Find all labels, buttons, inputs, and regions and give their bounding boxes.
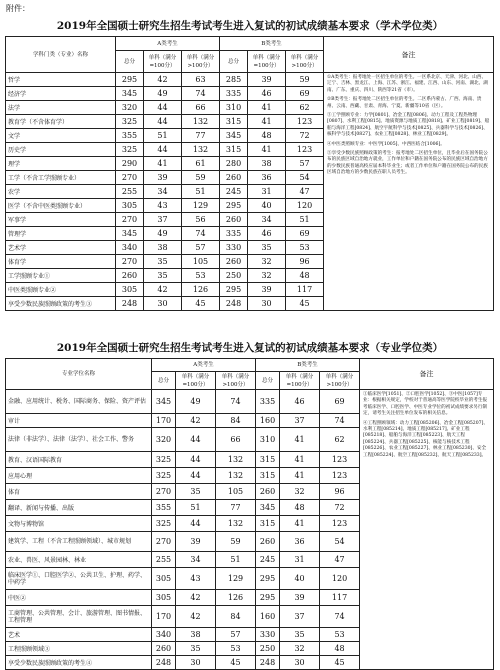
score-cell: 32 — [280, 484, 320, 500]
category-name: 军事学 — [6, 213, 116, 227]
score-cell: 310 — [220, 101, 248, 115]
category-name: 应用心理 — [6, 468, 152, 484]
score-cell: 305 — [116, 283, 144, 297]
score-cell: 315 — [220, 115, 248, 129]
score-cell: 31 — [248, 185, 286, 199]
header-single-over-100: 单科（满分>100分） — [286, 51, 324, 73]
score-cell: 44 — [144, 101, 182, 115]
category-name: 享受少数民族照顾政策的考生④ — [6, 656, 152, 670]
score-cell: 42 — [176, 606, 216, 628]
score-cell: 170 — [152, 606, 176, 628]
score-cell: 245 — [220, 185, 248, 199]
score-cell: 39 — [144, 171, 182, 185]
score-cell: 32 — [280, 642, 320, 656]
score-cell: 170 — [152, 414, 176, 428]
score-cell: 44 — [144, 115, 182, 129]
score-cell: 315 — [220, 143, 248, 157]
score-cell: 72 — [320, 500, 360, 516]
category-name: 体育 — [6, 484, 152, 500]
score-cell: 34 — [144, 185, 182, 199]
score-cell: 132 — [182, 115, 220, 129]
category-name: 文学 — [6, 129, 116, 143]
score-cell: 45 — [286, 297, 324, 311]
score-cell: 46 — [248, 87, 286, 101]
header-zone-b: B类考生 — [256, 359, 360, 372]
score-cell: 42 — [144, 73, 182, 87]
score-cell: 72 — [286, 129, 324, 143]
score-cell: 31 — [280, 552, 320, 568]
score-cell: 270 — [116, 255, 144, 269]
score-cell: 77 — [182, 129, 220, 143]
header-single-100: 单科（满分=100分） — [280, 372, 320, 390]
score-cell: 43 — [176, 568, 216, 590]
score-cell: 260 — [152, 642, 176, 656]
category-name: 审计 — [6, 414, 152, 428]
score-cell: 44 — [144, 143, 182, 157]
score-cell: 54 — [286, 171, 324, 185]
header-category: 专业学位名称 — [6, 359, 152, 390]
score-cell: 53 — [182, 269, 220, 283]
score-cell: 63 — [182, 73, 220, 87]
score-cell: 51 — [286, 213, 324, 227]
note-paragraph: ④中医类照顾专业：中医学[1005]、中西医结合[1006]。 — [327, 141, 445, 147]
score-cell: 345 — [152, 390, 176, 414]
category-name: 艺术 — [6, 628, 152, 642]
category-name: 法律（非法学）、法律（法学）、社会工作、警务 — [6, 428, 152, 452]
score-cell: 123 — [286, 143, 324, 157]
score-cell: 35 — [248, 241, 286, 255]
score-cell: 345 — [116, 87, 144, 101]
score-cell: 32 — [248, 255, 286, 269]
score-cell: 120 — [286, 199, 324, 213]
score-cell: 41 — [248, 101, 286, 115]
score-cell: 74 — [182, 227, 220, 241]
score-cell: 325 — [116, 143, 144, 157]
score-cell: 74 — [182, 87, 220, 101]
score-cell: 335 — [220, 227, 248, 241]
score-cell: 39 — [176, 532, 216, 552]
score-cell: 66 — [216, 428, 256, 452]
score-cell: 320 — [152, 428, 176, 452]
score-cell: 35 — [280, 628, 320, 642]
professional-degree-table — [5, 358, 494, 670]
score-cell: 35 — [176, 484, 216, 500]
header-single-100: 单科（满分=100分） — [248, 51, 286, 73]
score-cell: 250 — [256, 642, 280, 656]
note-paragraph: ①临床医学[1051]、②口腔医学[1052]、③中医[1057]专业：根据相关规定，学校对于普通高等医学院校毕业的考生报考临床医学、口腔医学、中医专业学位的初试成绩要求另行制定，请考生关注招生单位发布的相关信息。 — [363, 392, 488, 417]
score-cell: 129 — [182, 199, 220, 213]
score-cell: 59 — [286, 73, 324, 87]
score-cell: 315 — [256, 452, 280, 468]
score-cell: 48 — [320, 642, 360, 656]
category-name: 哲学 — [6, 73, 116, 87]
header-single-over-100: 单科（满分>100分） — [216, 372, 256, 390]
score-cell: 285 — [220, 73, 248, 87]
note-paragraph: ⑤享受少数民族照顾政策的考生：报考地处二区招生单位，且毕业后在国务院公布的民族区域自治地方就业，工作单位和户籍在国务院公布的民族区域自治地方的少数民族普通高校应届本科毕业生；或者工作单位和户籍在国务院公布的民族区域自治地方的少数民族在职人员考生。 — [327, 151, 488, 176]
score-cell: 36 — [248, 171, 286, 185]
score-cell: 270 — [152, 484, 176, 500]
score-cell: 260 — [256, 532, 280, 552]
score-cell: 123 — [286, 115, 324, 129]
score-cell: 42 — [176, 590, 216, 606]
score-cell: 295 — [116, 73, 144, 87]
category-name: 理学 — [6, 157, 116, 171]
score-cell: 66 — [182, 101, 220, 115]
score-cell: 248 — [256, 656, 280, 670]
table2-body — [6, 390, 494, 670]
category-name: 中医② — [6, 590, 152, 606]
score-cell: 37 — [280, 606, 320, 628]
score-cell: 105 — [182, 255, 220, 269]
notes-cell — [324, 73, 494, 311]
score-cell: 41 — [280, 468, 320, 484]
score-cell: 330 — [220, 241, 248, 255]
score-cell: 84 — [216, 414, 256, 428]
header-single-100: 单科（满分=100分） — [144, 51, 182, 73]
score-cell: 32 — [248, 269, 286, 283]
score-cell: 35 — [176, 642, 216, 656]
score-cell: 295 — [220, 199, 248, 213]
score-cell: 49 — [176, 390, 216, 414]
score-cell: 53 — [320, 628, 360, 642]
score-cell: 51 — [144, 129, 182, 143]
score-cell: 355 — [152, 500, 176, 516]
score-cell: 41 — [280, 452, 320, 468]
score-cell: 41 — [280, 516, 320, 532]
category-name: 管理学 — [6, 227, 116, 241]
score-cell: 59 — [216, 532, 256, 552]
header-zone-a: A类考生 — [152, 359, 256, 372]
score-cell: 126 — [216, 590, 256, 606]
score-cell: 305 — [116, 199, 144, 213]
header-single-over-100: 单科（满分>100分） — [182, 51, 220, 73]
score-cell: 56 — [182, 213, 220, 227]
table-row — [6, 73, 494, 87]
score-cell: 270 — [152, 532, 176, 552]
score-cell: 38 — [248, 157, 286, 171]
score-cell: 248 — [116, 297, 144, 311]
category-name: 金融、应用统计、税务、国际商务、保险、资产评估 — [6, 390, 152, 414]
score-cell: 270 — [116, 171, 144, 185]
header-total: 总分 — [220, 51, 248, 73]
score-cell: 44 — [176, 428, 216, 452]
score-cell: 290 — [116, 157, 144, 171]
score-cell: 126 — [182, 283, 220, 297]
score-cell: 69 — [286, 87, 324, 101]
score-cell: 53 — [286, 241, 324, 255]
category-name: 艺术学 — [6, 241, 116, 255]
score-cell: 39 — [248, 283, 286, 297]
score-cell: 45 — [320, 656, 360, 670]
score-cell: 40 — [248, 199, 286, 213]
notes-cell — [360, 390, 494, 670]
score-cell: 84 — [216, 606, 256, 628]
score-cell: 74 — [320, 606, 360, 628]
score-cell: 48 — [248, 129, 286, 143]
score-cell: 335 — [220, 87, 248, 101]
score-cell: 255 — [152, 552, 176, 568]
score-cell: 45 — [182, 297, 220, 311]
score-cell: 47 — [286, 185, 324, 199]
category-name: 中医类照顾专业② — [6, 283, 116, 297]
category-name: 临床医学①、口腔医学②、公共卫生、护理、药学、中药学 — [6, 568, 152, 590]
score-cell: 49 — [144, 87, 182, 101]
note-paragraph: ①A类考生：报考地处一区招生单位的考生。一区系北京、天津、河北、山西、辽宁、吉林、黑龙江、上海、江苏、浙江、福建、江西、山东、河南、湖北、湖南、广东、重庆、四川、陕西等21省（市）。 — [327, 75, 488, 93]
score-cell: 30 — [280, 656, 320, 670]
header-total: 总分 — [256, 372, 280, 390]
score-cell: 340 — [152, 628, 176, 642]
score-cell: 160 — [256, 606, 280, 628]
score-cell: 44 — [176, 452, 216, 468]
score-cell: 117 — [320, 590, 360, 606]
score-cell: 35 — [144, 255, 182, 269]
score-cell: 320 — [116, 101, 144, 115]
category-name: 工商管理、公共管理、会计、旅游管理、图书情报、工程管理 — [6, 606, 152, 628]
score-cell: 295 — [220, 283, 248, 297]
category-name: 建筑学、工程（不含工程照顾领域）、城市规划 — [6, 532, 152, 552]
score-cell: 255 — [116, 185, 144, 199]
score-cell: 36 — [280, 532, 320, 552]
score-cell: 77 — [216, 500, 256, 516]
note-paragraph: ②B类考生：报考地处二区招生单位的考生。二区系内蒙古、广西、海南、贵州、云南、西藏、甘肃、青海、宁夏、新疆等10省（区）。 — [327, 97, 482, 109]
score-cell: 44 — [176, 516, 216, 532]
score-cell: 295 — [256, 590, 280, 606]
score-cell: 315 — [256, 468, 280, 484]
score-cell: 62 — [286, 101, 324, 115]
score-cell: 132 — [182, 143, 220, 157]
category-name: 农业、兽医、风景园林、林业 — [6, 552, 152, 568]
score-cell: 51 — [182, 185, 220, 199]
header-notes: 备注 — [324, 37, 494, 73]
score-cell: 280 — [220, 157, 248, 171]
score-cell: 305 — [152, 568, 176, 590]
score-cell: 62 — [320, 428, 360, 452]
score-cell: 260 — [220, 255, 248, 269]
score-cell: 37 — [280, 414, 320, 428]
score-cell: 49 — [144, 227, 182, 241]
category-name: 法学 — [6, 101, 116, 115]
header-zone-a: A类考生 — [116, 37, 220, 51]
score-cell: 305 — [152, 590, 176, 606]
header-single-100: 单科（满分=100分） — [176, 372, 216, 390]
score-cell: 105 — [216, 484, 256, 500]
score-cell: 325 — [152, 468, 176, 484]
score-cell: 57 — [286, 157, 324, 171]
score-cell: 160 — [256, 414, 280, 428]
table2-title: 2019年全国硕士研究生招生考试考生进入复试的初试成绩基本要求（专业学位类） — [56, 342, 444, 354]
score-cell: 248 — [152, 656, 176, 670]
score-cell: 59 — [182, 171, 220, 185]
score-cell: 47 — [320, 552, 360, 568]
category-name: 医学（不含中医类照顾专业） — [6, 199, 116, 213]
header-zone-b: B类考生 — [220, 37, 324, 51]
score-cell: 46 — [248, 227, 286, 241]
score-cell: 43 — [144, 199, 182, 213]
score-cell: 57 — [182, 241, 220, 255]
score-cell: 345 — [220, 129, 248, 143]
score-cell: 48 — [280, 500, 320, 516]
score-cell: 30 — [176, 656, 216, 670]
score-cell: 34 — [248, 213, 286, 227]
score-cell: 123 — [320, 516, 360, 532]
header-total: 总分 — [116, 51, 144, 73]
category-name: 农学 — [6, 185, 116, 199]
score-cell: 245 — [256, 552, 280, 568]
score-cell: 325 — [152, 516, 176, 532]
header-total: 总分 — [152, 372, 176, 390]
score-cell: 57 — [216, 628, 256, 642]
attachment-label: 附件： — [6, 4, 30, 13]
score-cell: 330 — [256, 628, 280, 642]
score-cell: 41 — [280, 428, 320, 452]
score-cell: 46 — [280, 390, 320, 414]
category-name: 工程照顾领域③ — [6, 642, 152, 656]
score-cell: 30 — [248, 297, 286, 311]
score-cell: 37 — [144, 213, 182, 227]
score-cell: 132 — [216, 516, 256, 532]
header-single-over-100: 单科（满分>100分） — [320, 372, 360, 390]
score-cell: 250 — [220, 269, 248, 283]
score-cell: 335 — [256, 390, 280, 414]
score-cell: 74 — [320, 414, 360, 428]
score-cell: 310 — [256, 428, 280, 452]
score-cell: 123 — [320, 468, 360, 484]
table-row — [6, 390, 494, 414]
score-cell: 355 — [116, 129, 144, 143]
score-cell: 51 — [216, 552, 256, 568]
table1-body — [6, 73, 494, 311]
category-name: 文物与博物馆 — [6, 516, 152, 532]
score-cell: 74 — [216, 390, 256, 414]
score-cell: 41 — [248, 115, 286, 129]
category-name: 享受少数民族照顾政策的考生③ — [6, 297, 116, 311]
score-cell: 123 — [320, 452, 360, 468]
score-cell: 345 — [256, 500, 280, 516]
score-cell: 260 — [220, 171, 248, 185]
category-name: 教育、汉语国际教育 — [6, 452, 152, 468]
score-cell: 345 — [116, 227, 144, 241]
score-cell: 42 — [176, 414, 216, 428]
score-cell: 61 — [182, 157, 220, 171]
score-cell: 44 — [176, 468, 216, 484]
score-cell: 260 — [256, 484, 280, 500]
score-cell: 325 — [152, 452, 176, 468]
score-cell: 38 — [144, 241, 182, 255]
score-cell: 42 — [144, 283, 182, 297]
score-cell: 340 — [116, 241, 144, 255]
category-name: 翻译、新闻与传播、出版 — [6, 500, 152, 516]
note-paragraph: ④工程照顾领域：动力工程[085206]、冶金工程[085207]、水利工程[085214]、地质工程[085217]、矿业工程[085218]、船舶与海洋工程[085223]、航天工程[085224]、兵器工程[085225]、核能与核技术工程[085226]、农业工程[085227]、林业工程[085230]、安全工程[085224]、航空工程[085232]、航天工程[085233]。 — [363, 420, 488, 458]
score-cell: 54 — [320, 532, 360, 552]
score-cell: 53 — [216, 642, 256, 656]
score-cell: 129 — [216, 568, 256, 590]
category-name: 工学照顾专业① — [6, 269, 116, 283]
score-cell: 48 — [286, 269, 324, 283]
score-cell: 34 — [176, 552, 216, 568]
category-name: 工学（不含工学照顾专业） — [6, 171, 116, 185]
score-cell: 51 — [176, 500, 216, 516]
score-cell: 40 — [280, 568, 320, 590]
header-category: 学科门类（专业）名称 — [6, 37, 116, 73]
score-cell: 45 — [216, 656, 256, 670]
score-cell: 295 — [256, 568, 280, 590]
score-cell: 41 — [144, 157, 182, 171]
category-name: 体育学 — [6, 255, 116, 269]
score-cell: 248 — [220, 297, 248, 311]
score-cell: 325 — [116, 115, 144, 129]
score-cell: 35 — [144, 269, 182, 283]
score-cell: 30 — [144, 297, 182, 311]
category-name: 教育学（不含体育学） — [6, 115, 116, 129]
score-cell: 260 — [116, 269, 144, 283]
table1-title: 2019年全国硕士研究生招生考试考生进入复试的初试成绩基本要求（学术学位类） — [56, 20, 444, 32]
score-cell: 96 — [286, 255, 324, 269]
score-cell: 69 — [286, 227, 324, 241]
score-cell: 39 — [248, 73, 286, 87]
note-paragraph: ③工学照顾专业：力学[0801]、冶金工程[0806]、动力工程及工程热物理[0807]、水利工程[0815]、地质资源与地质工程[0818]、矿业工程[0819]、船舶与海洋工程[0824]、航空宇航科学与技术[0825]、兵器科学与技术[0826]、核科学与技术[0827]、农业工程[0828]、林业工程[0829]。 — [327, 113, 490, 138]
score-cell: 260 — [220, 213, 248, 227]
score-cell: 270 — [116, 213, 144, 227]
score-cell: 132 — [216, 452, 256, 468]
category-name: 历史学 — [6, 143, 116, 157]
category-name: 经济学 — [6, 87, 116, 101]
score-cell: 132 — [216, 468, 256, 484]
score-cell: 315 — [256, 516, 280, 532]
score-cell: 117 — [286, 283, 324, 297]
score-cell: 96 — [320, 484, 360, 500]
header-notes: 备注 — [360, 359, 494, 390]
score-cell: 120 — [320, 568, 360, 590]
score-cell: 38 — [176, 628, 216, 642]
academic-degree-table — [5, 36, 494, 311]
score-cell: 69 — [320, 390, 360, 414]
score-cell: 39 — [280, 590, 320, 606]
score-cell: 41 — [248, 143, 286, 157]
